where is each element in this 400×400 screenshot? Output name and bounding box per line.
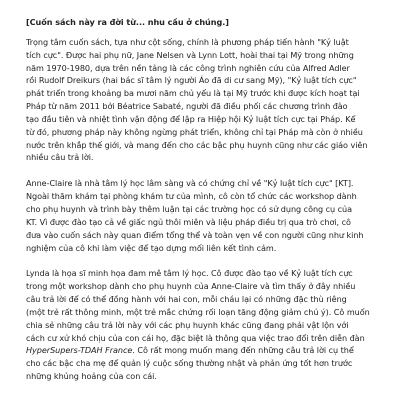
text-line: Trọng tâm cuốn sách, tựa như cột sống, chính là phương pháp tiến hành "Kỷ luật (26, 36, 349, 47)
text-line: Lynda là họa sĩ minh họa đam mê tâm lý học. Cô được đào tạo về Kỷ luật tích cực (26, 268, 353, 279)
text-line: tích cực". Được hai phụ nữ, Jane Nelsen và Lynn Lott, hoài thai tại Mỹ trong những (26, 49, 354, 60)
text-line: rồi Rudolf Dreikurs (hai bác sĩ tâm lý người Áo đã di cư sang Mỹ), "Kỷ luật tích cực" (26, 75, 357, 86)
text-line: Anne-Claire là nhà tâm lý học lâm sàng và có chứng chỉ về "Kỷ luật tích cực" [KT]. (26, 178, 354, 189)
text-line-with-source (26, 344, 381, 357)
text-line: (một trẻ rất thông minh, một trẻ mắc chứng rối loạn tăng động giảm chú ý). Cô muốn (26, 306, 370, 317)
paragraph-positive-discipline (26, 36, 381, 164)
text-line: câu trả lời để có thể đồng hành với hai con, mỗi cháu lại có những đặc thù riêng (26, 294, 347, 305)
text-line: phát triển trong khoảng ba mươi năm chủ yếu là tại Mỹ trước khi được kích hoạt tại (26, 88, 360, 99)
text-line: Ngoài thăm khám tại phòng khám tư của mình, cô còn tổ chức các workshop dành (26, 191, 357, 202)
text-line: nước trên khắp thế giới, và mang đến cho các bậc phụ huynh cũng như các giáo viên (26, 139, 368, 150)
text-line: trong một workshop dành cho phụ huynh của Anne-Claire và tìm thấy ở đây nhiều (26, 281, 356, 292)
paragraph-anne-claire (26, 177, 381, 254)
section-heading: [Cuốn sách này ra đời từ... nhu cầu ở chúng.] (26, 17, 229, 27)
text-line: từ đó, phương pháp này không ngừng phát triển, không chỉ tại Pháp mà còn ở nhiều (26, 126, 363, 137)
text-line: cách cư xử khó chịu của con cái họ, đặc biệt là thông qua việc trao đổi trên diễn đàn (26, 332, 365, 343)
text-line: chia sẻ những câu trả lời này với các phụ huynh khác cũng đang phải vật lộn với (26, 319, 349, 330)
text-line: những khủng hoảng của con cái. (26, 371, 157, 382)
text-line-rest: . Cô rất mong muốn mang đến những câu trả lời cụ thể (132, 345, 354, 356)
paragraph-lynda (26, 267, 381, 383)
text-line: đưa vào cuốn sách này quan điểm tổng thể và toàn vẹn về con người cũng như kinh (26, 229, 364, 240)
text-line: nghiệm của cô khi làm việc để tạo dựng mối liên kết tình cảm. (26, 242, 277, 253)
text-line: nhiều câu trả lời. (26, 152, 94, 163)
text-line: tạo đầu tiên và nhiệt tình vận động để lập ra Hiệp hội Kỷ luật tích cực tại Pháp. Kể (26, 113, 356, 124)
text-line: Pháp từ năm 2011 bởi Béatrice Sabaté, người đã điều phối các chương trình đào (26, 101, 348, 112)
document-page (26, 16, 381, 383)
forum-name: HyperSupers-TDAH France (26, 345, 133, 356)
text-line: KT. Vì được đào tạo cả về giấc ngủ thôi miên và liệu pháp điều trị qua trò chơi, cô (26, 216, 351, 227)
text-line: cho các bậc cha mẹ để quản lý cuộc sống thường nhật và phản ứng tốt hơn trước (26, 358, 353, 369)
text-line: năm 1970-1980, dựa trên nền tảng là các công trình nghiên cứu của Alfred Adler (26, 62, 350, 73)
text-line: cho phụ huynh và trình bày thêm luận tại các trường học có sử dụng công cụ của (26, 203, 353, 214)
